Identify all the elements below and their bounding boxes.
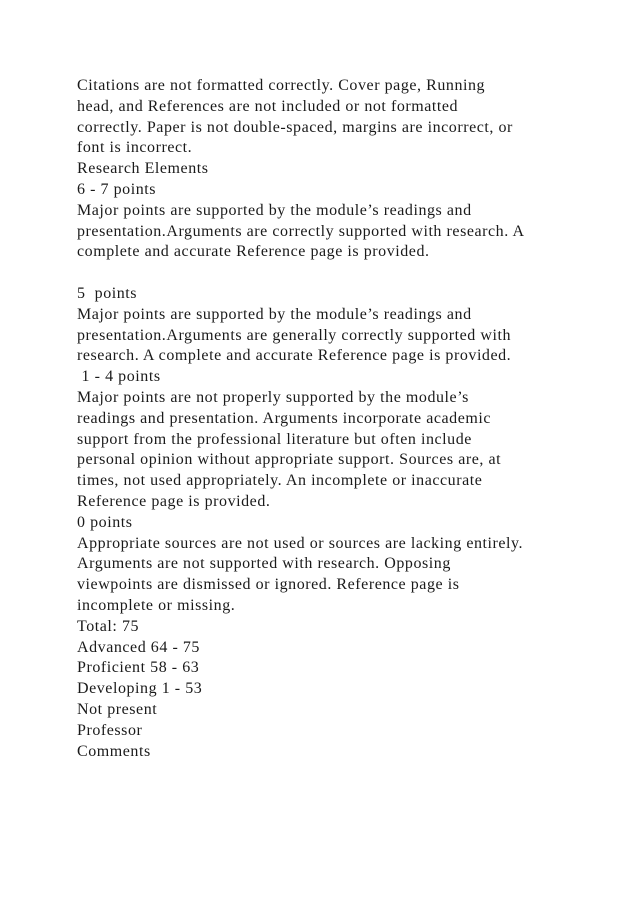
total-label: Total: 75 — [77, 617, 140, 635]
text-line: complete and accurate Reference page is provided. — [77, 243, 430, 261]
text-line: research. A complete and accurate Reference page is provided. — [77, 347, 512, 365]
text-line: Major points are not properly supported by the module’s — [77, 388, 469, 406]
professor-label: Professor — [77, 721, 143, 739]
text-line: Reference page is provided. — [77, 492, 271, 510]
blank-line — [77, 263, 577, 284]
text-line: head, and References are not included or not formatted — [77, 97, 459, 115]
text-line: presentation.Arguments are generally correctly supported with — [77, 326, 512, 344]
text-line: incomplete or missing. — [77, 596, 236, 614]
points-label: 1 - 4 points — [77, 368, 161, 386]
level-not-present: Not present — [77, 700, 158, 718]
section-heading: Research Elements — [77, 160, 209, 178]
text-line: presentation.Arguments are correctly supported with research. A — [77, 222, 525, 240]
text-line: Appropriate sources are not used or sources are lacking entirely. — [77, 534, 524, 552]
text-line: Major points are supported by the module’s readings and — [77, 305, 472, 323]
level-proficient: Proficient 58 - 63 — [77, 659, 200, 677]
text-line: font is incorrect. — [77, 139, 193, 157]
document-text — [77, 76, 577, 762]
text-line: support from the professional literature but often include — [77, 430, 472, 448]
text-line: correctly. Paper is not double-spaced, margins are incorrect, or — [77, 118, 513, 136]
text-line: viewpoints are dismissed or ignored. Reference page is — [77, 576, 460, 594]
level-advanced: Advanced 64 - 75 — [77, 638, 200, 656]
points-label: 6 - 7 points — [77, 180, 157, 198]
text-line: personal opinion without appropriate support. Sources are, at — [77, 451, 502, 469]
points-label: 0 points — [77, 513, 133, 531]
text-line: Citations are not formatted correctly. Cover page, Running — [77, 77, 486, 94]
text-line: Major points are supported by the module’s readings and — [77, 201, 472, 219]
level-developing: Developing 1 - 53 — [77, 680, 203, 698]
text-line: readings and presentation. Arguments incorporate academic — [77, 409, 492, 427]
comments-label: Comments — [77, 742, 151, 760]
text-line: Arguments are not supported with research. Opposing — [77, 555, 451, 573]
text-line: times, not used appropriately. An incomplete or inaccurate — [77, 472, 483, 490]
points-label: 5 points — [77, 284, 138, 302]
